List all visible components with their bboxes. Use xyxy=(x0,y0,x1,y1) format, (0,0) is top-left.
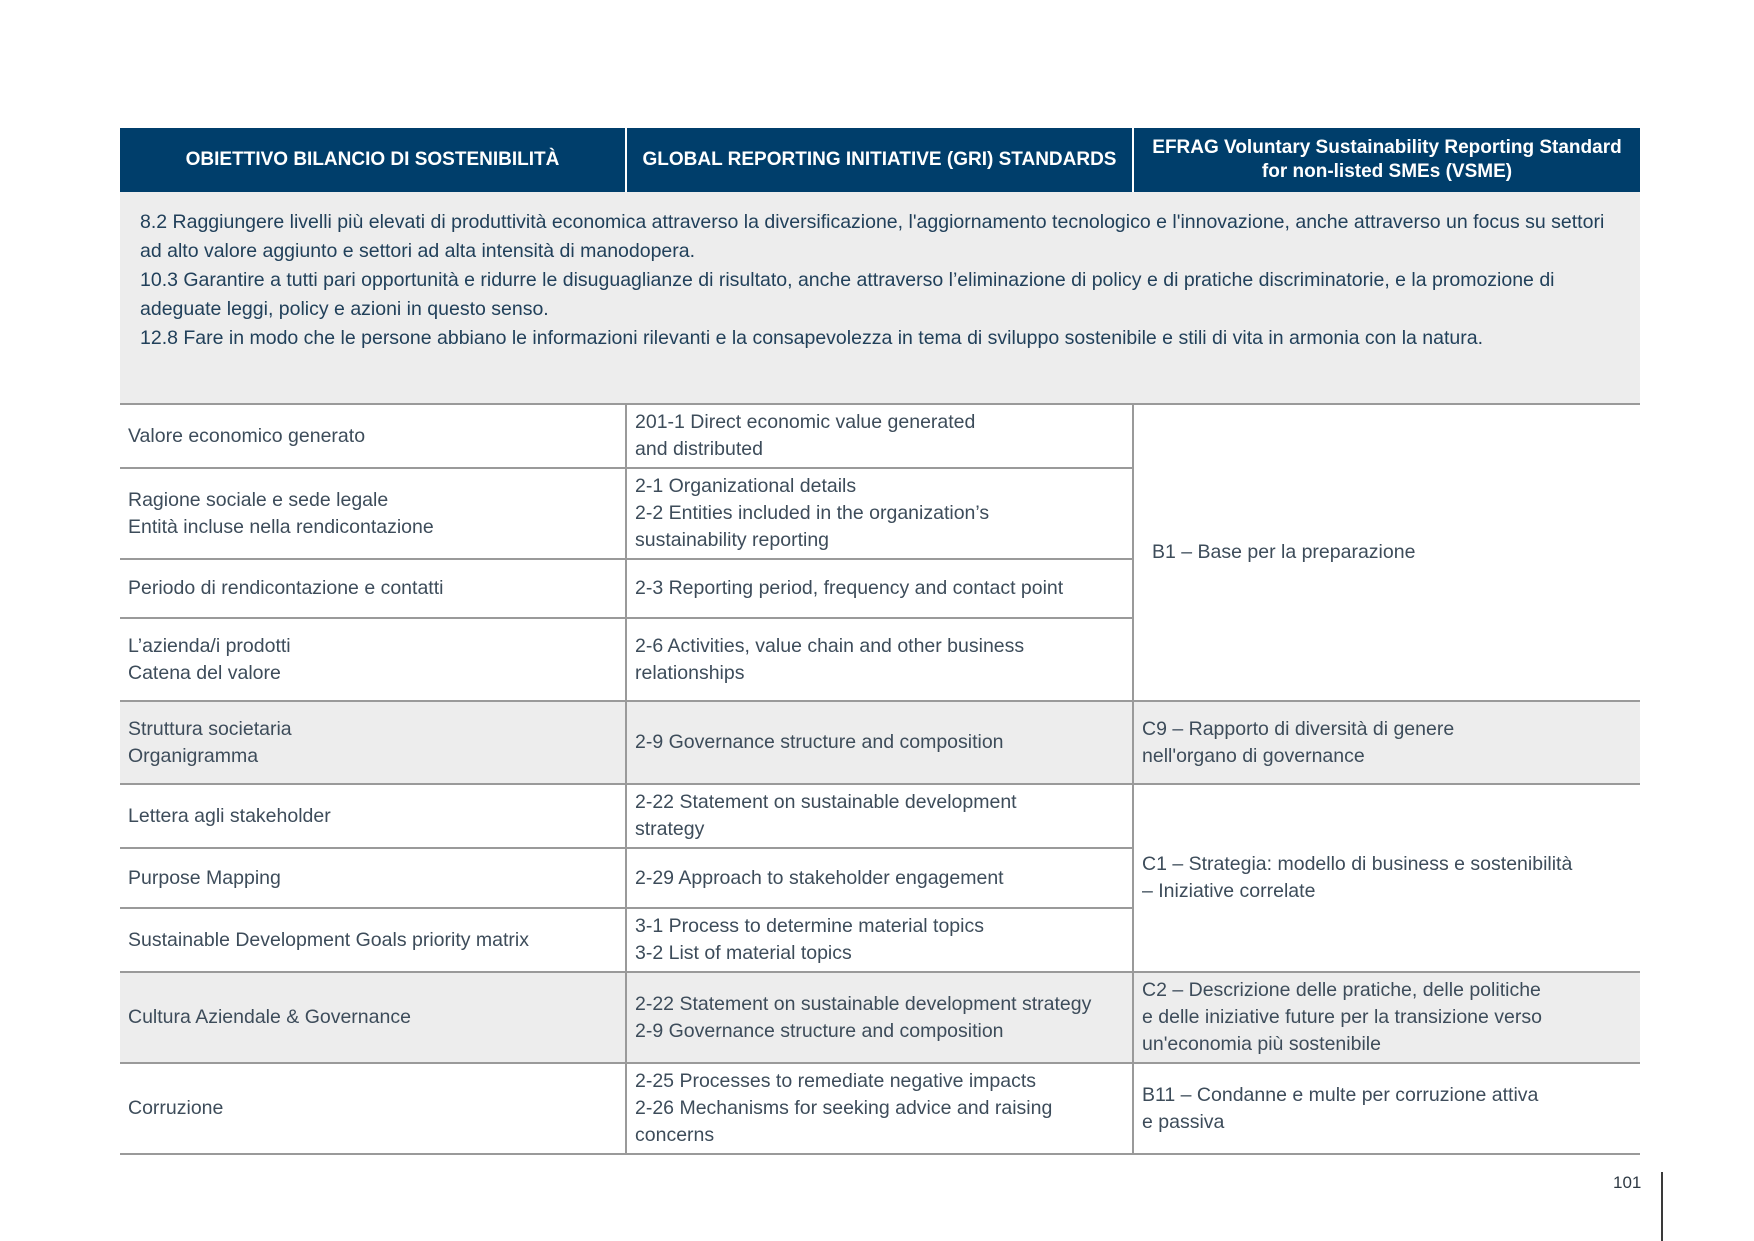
sdg-targets xyxy=(120,192,1640,404)
gri-cell xyxy=(626,908,1133,972)
sdg-target: 12.8 Fare in modo che le persone abbiano le informazioni rilevanti e la consapevolezza in tema di sviluppo sostenibile e stili di vita in armonia con la natura. xyxy=(140,327,1484,349)
efrag-line: e passiva xyxy=(1142,1110,1225,1133)
header-efrag xyxy=(1133,128,1640,192)
efrag-line: C9 – Rapporto di diversità di genere xyxy=(1142,717,1455,740)
objective-line: L’azienda/i prodotti xyxy=(128,634,291,657)
efrag-cell-c1 xyxy=(1133,784,1640,972)
gri-line: 2-9 Governance structure and composition xyxy=(635,731,1004,753)
objective-line: Valore economico generato xyxy=(128,424,366,447)
objective-cell xyxy=(120,784,626,848)
efrag-line: B11 – Condanne e multe per corruzione attiva xyxy=(1142,1083,1539,1106)
gri-line: concerns xyxy=(635,1124,715,1146)
gri-line: relationships xyxy=(635,661,745,684)
efrag-cell-c2 xyxy=(1133,972,1640,1063)
table-row xyxy=(120,972,1640,1063)
sdg-target: 8.2 Raggiungere livelli più elevati di produttività economica attraverso la diversificazione, l'aggiornamento tecnologico e l'innovazione, anche attraverso un focus su settori ad alto valore aggiunto e settori ad alta intensità di manodopera. xyxy=(140,211,1605,262)
objective-line: Catena del valore xyxy=(128,661,281,684)
header-gri xyxy=(626,128,1133,192)
gri-line: 2-9 Governance structure and composition xyxy=(635,1019,1004,1042)
gri-line: 3-1 Process to determine material topics xyxy=(635,915,984,937)
gri-line: 3-2 List of material topics xyxy=(635,942,852,964)
efrag-line: nell'organo di governance xyxy=(1142,744,1365,767)
table-row xyxy=(120,404,1640,468)
objective-cell xyxy=(120,404,626,468)
gri-line: 2-29 Approach to stakeholder engagement xyxy=(635,866,1004,889)
gri-cell xyxy=(626,559,1133,618)
gri-cell xyxy=(626,1063,1133,1154)
header-objective: OBIETTIVO BILANCIO DI SOSTENIBILITÀ xyxy=(120,128,626,192)
gri-line: and distributed xyxy=(635,438,763,460)
gri-line: 2-26 Mechanisms for seeking advice and raising xyxy=(635,1097,1053,1119)
objective-cell xyxy=(120,701,626,784)
gri-line: 201-1 Direct economic value generated xyxy=(635,411,976,433)
gri-line: sustainability reporting xyxy=(635,529,830,551)
objective-line: Purpose Mapping xyxy=(128,866,281,889)
sdg-target: 10.3 Garantire a tutti pari opportunità e ridurre le disuguaglianze di risultato, anche attraverso l’eliminazione di policy e di pratiche discriminatorie, e la promozione di adeguate leggi, policy e azioni in questo senso. xyxy=(140,269,1555,320)
efrag-line: C2 – Descrizione delle pratiche, delle politiche xyxy=(1142,979,1541,1001)
objective-line: Entità incluse nella rendicontazione xyxy=(128,515,434,538)
page-divider xyxy=(1661,1172,1663,1241)
objective-cell xyxy=(120,972,626,1063)
table-row xyxy=(120,1063,1640,1154)
objective-line: Lettera agli stakeholder xyxy=(128,804,331,827)
efrag-line: un'economia più sostenibile xyxy=(1142,1033,1381,1055)
objective-line: Ragione sociale e sede legale xyxy=(128,488,389,511)
objective-line: Periodo di rendicontazione e contatti xyxy=(128,577,444,599)
objective-cell xyxy=(120,908,626,972)
objective-cell xyxy=(120,848,626,908)
gri-line: 2-2 Entities included in the organization’s xyxy=(635,502,990,524)
objective-line: Struttura societaria xyxy=(128,717,292,740)
objective-line: Organigramma xyxy=(128,744,259,767)
table-row xyxy=(120,701,1640,784)
header-efrag-line: EFRAG Voluntary Sustainability Reporting xyxy=(1152,137,1535,158)
gri-cell xyxy=(626,972,1133,1063)
gri-cell xyxy=(626,848,1133,908)
objective-cell xyxy=(120,618,626,701)
header-efrag-line: Standard for non-listed SMEs (VSME) xyxy=(1261,137,1622,182)
efrag-line: e delle iniziative future per la transizione verso xyxy=(1142,1006,1542,1028)
gri-line: 2-6 Activities, value chain and other business xyxy=(635,634,1025,657)
objective-line: Corruzione xyxy=(128,1097,224,1119)
gri-cell xyxy=(626,468,1133,559)
gri-line: 2-22 Statement on sustainable development strategy xyxy=(635,992,1092,1015)
table-row xyxy=(120,784,1640,848)
efrag-cell-b1 xyxy=(1133,404,1640,701)
gri-line: 2-22 Statement on sustainable development xyxy=(635,791,1017,813)
efrag-line: B1 – Base per la preparazione xyxy=(1152,541,1416,563)
objective-cell xyxy=(120,559,626,618)
efrag-cell-c9 xyxy=(1133,701,1640,784)
page-number: 101 xyxy=(1613,1173,1642,1192)
gri-line: 2-25 Processes to remediate negative impacts xyxy=(635,1070,1037,1092)
gri-cell xyxy=(626,701,1133,784)
header-row xyxy=(120,128,1640,192)
objective-cell xyxy=(120,468,626,559)
objective-cell xyxy=(120,1063,626,1154)
header-gri-line: GLOBAL REPORTING INITIATIVE xyxy=(642,149,942,170)
header-gri-line: (GRI) STANDARDS xyxy=(946,149,1117,170)
efrag-cell-b11 xyxy=(1133,1063,1640,1154)
efrag-line: – Iniziative correlate xyxy=(1142,880,1316,902)
gri-line: 2-1 Organizational details xyxy=(635,475,857,497)
gri-line: 2-3 Reporting period, frequency and contact point xyxy=(635,577,1064,599)
objective-line: Sustainable Development Goals priority matrix xyxy=(128,928,530,951)
gri-cell xyxy=(626,784,1133,848)
gri-line: strategy xyxy=(635,818,705,840)
gri-cell xyxy=(626,404,1133,468)
gri-vsme-table xyxy=(120,128,1640,1155)
sdg-targets-row xyxy=(120,192,1640,404)
gri-cell xyxy=(626,618,1133,701)
efrag-line: C1 – Strategia: modello di business e sostenibilità xyxy=(1142,853,1573,875)
objective-line: Cultura Aziendale & Governance xyxy=(128,1006,411,1028)
